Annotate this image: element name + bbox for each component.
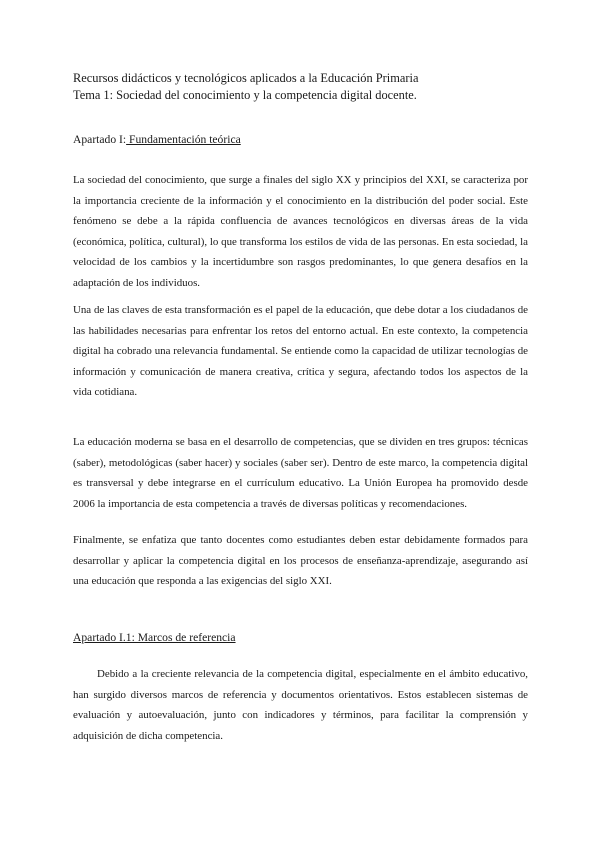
paragraph-2: Una de las claves de esta transformación es el papel de la educación, que debe dotar a los ciudadanos de las habilidades necesarias para enfrentar los retos del entorno actual. En este contexto, la competencia digital ha cobrado una relevancia fundamental. Se entiende como la capacidad de utilizar tecnologías de información y comunicación de manera creativa, crítica y segura, afectando todos los aspectos de la vida cotidiana. [73,304,528,399]
topic-title: Tema 1: Sociedad del conocimiento y la competencia digital docente. [73,88,417,102]
paragraph-4: Finalmente, se enfatiza que tanto docentes como estudiantes deben estar debidamente formados para desarrollar y aplicar la competencia digital en los procesos de enseñanza-aprendizaje, asegurando así una educación que responda a las exigencias del siglo XXI. [73,534,528,588]
section-heading-text: Fundamentación teórica [126,133,241,146]
paragraph-1: La sociedad del conocimiento, que surge a finales del siglo XX y principios del XXI, se caracteriza por la importancia creciente de la información y el conocimiento en la distribución del poder social. Este fenómeno se debe a la rápida confluencia de avances tecnológicos en diversas áreas de la vida (económica, política, cultural), lo que transforma los estilos de vida de las personas. En esta sociedad, la velocidad de los cambios y la incertidumbre son rasgos predominantes, lo que genera desafíos en la adaptación de los individuos. [73,174,528,289]
course-title: Recursos didácticos y tecnológicos aplicados a la Educación Primaria [73,71,419,85]
paragraph-5: Debido a la creciente relevancia de la competencia digital, especialmente en el ámbito educativo, han surgido diversos marcos de referencia y documentos orientativos. Estos establecen sistemas de evaluación y autoevaluación, junto con indicadores y términos, para facilitar la comprensión y adquisición de dicha competencia. [73,668,528,742]
section-heading-fundamentacion [73,132,241,148]
paragraph-3: La educación moderna se basa en el desarrollo de competencias, que se dividen en tres grupos: técnicas (saber), metodológicas (saber hacer) y sociales (saber ser). Dentro de este marco, la competencia digital es transversal y debe integrarse en el currículum educativo. La Unión Europea ha promovido desde 2006 la importancia de esta competencia a través de diversas políticas y recomendaciones. [73,436,528,510]
document-page [73,70,528,742]
section-heading-marcos: Apartado I.1: Marcos de referencia [73,631,236,644]
section-heading-prefix: Apartado I: [73,133,127,146]
